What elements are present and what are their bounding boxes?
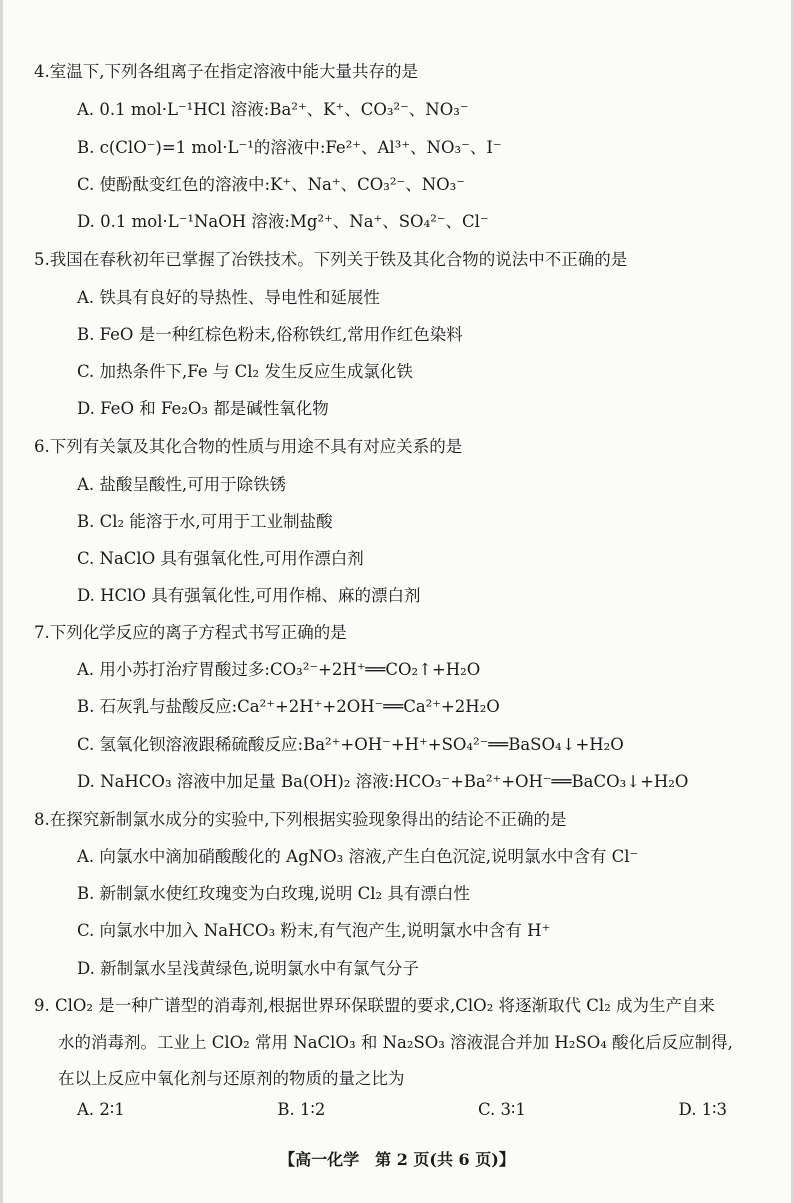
question-9-choices xyxy=(77,1100,727,1120)
scan-edge-left xyxy=(0,0,3,1203)
question-9-choice-a: A. 2∶1 xyxy=(77,1100,125,1119)
question-7-stem: 7.下列化学反应的离子方程式书写正确的是 xyxy=(34,623,347,642)
question-5-option-b: B. FeO 是一种红棕色粉末,俗称铁红,常用作红色染料 xyxy=(77,325,463,344)
question-6-option-b: B. Cl₂ 能溶于水,可用于工业制盐酸 xyxy=(77,512,333,531)
question-6-stem: 6.下列有关氯及其化合物的性质与用途不具有对应关系的是 xyxy=(34,437,463,456)
question-8-option-c: C. 向氯水中加入 NaHCO₃ 粉末,有气泡产生,说明氯水中含有 H⁺ xyxy=(77,921,551,940)
question-7-option-c: C. 氢氧化钡溶液跟稀硫酸反应:Ba²⁺+OH⁻+H⁺+SO₄²⁻══BaSO₄↓+H₂O xyxy=(77,735,624,754)
question-6-option-c: C. NaClO 具有强氧化性,可用作漂白剂 xyxy=(77,549,364,568)
question-5-option-c: C. 加热条件下,Fe 与 Cl₂ 发生反应生成氯化铁 xyxy=(77,362,413,381)
question-9-stem-line-2: 水的消毒剂。工业上 ClO₂ 常用 NaClO₃ 和 Na₂SO₃ 溶液混合并加 H₂SO₄ 酸化后反应制得, xyxy=(58,1033,733,1052)
question-6-option-a: A. 盐酸呈酸性,可用于除铁锈 xyxy=(77,475,287,494)
question-5-stem: 5.我国在春秋初年已掌握了冶铁技术。下列关于铁及其化合物的说法中不正确的是 xyxy=(34,250,628,269)
question-5-option-a: A. 铁具有良好的导热性、导电性和延展性 xyxy=(77,288,380,307)
question-8-option-b: B. 新制氯水使红玫瑰变为白玫瑰,说明 Cl₂ 具有漂白性 xyxy=(77,884,470,903)
question-7-option-a: A. 用小苏打治疗胃酸过多:CO₃²⁻+2H⁺══CO₂↑+H₂O xyxy=(77,660,481,679)
question-7-option-b: B. 石灰乳与盐酸反应:Ca²⁺+2H⁺+2OH⁻══Ca²⁺+2H₂O xyxy=(77,697,500,716)
question-9-choice-d: D. 1∶3 xyxy=(678,1100,727,1119)
question-8-option-a: A. 向氯水中滴加硝酸酸化的 AgNO₃ 溶液,产生白色沉淀,说明氯水中含有 Cl⁻ xyxy=(77,847,639,866)
question-4-stem: 4.室温下,下列各组离子在指定溶液中能大量共存的是 xyxy=(34,62,418,81)
question-9-stem-line-3: 在以上反应中氧化剂与还原剂的物质的量之比为 xyxy=(58,1069,405,1088)
question-4-option-c: C. 使酚酞变红色的溶液中:K⁺、Na⁺、CO₃²⁻、NO₃⁻ xyxy=(77,175,465,194)
question-4-option-a: A. 0.1 mol·L⁻¹HCl 溶液:Ba²⁺、K⁺、CO₃²⁻、NO₃⁻ xyxy=(77,100,469,119)
question-4-option-b: B. c(ClO⁻)=1 mol·L⁻¹的溶液中:Fe²⁺、Al³⁺、NO₃⁻、I⁻ xyxy=(77,138,502,157)
question-4-option-d: D. 0.1 mol·L⁻¹NaOH 溶液:Mg²⁺、Na⁺、SO₄²⁻、Cl⁻ xyxy=(77,212,489,231)
question-5-option-d: D. FeO 和 Fe₂O₃ 都是碱性氧化物 xyxy=(77,399,329,418)
question-8-option-d: D. 新制氯水呈浅黄绿色,说明氯水中有氯气分子 xyxy=(77,959,419,978)
question-9-choice-c: C. 3∶1 xyxy=(478,1100,526,1119)
question-9-stem-line-1: 9. ClO₂ 是一种广谱型的消毒剂,根据世界环保联盟的要求,ClO₂ 将逐渐取代 Cl₂ 成为生产自来 xyxy=(34,996,716,1015)
question-7-option-d: D. NaHCO₃ 溶液中加足量 Ba(OH)₂ 溶液:HCO₃⁻+Ba²⁺+OH⁻══BaCO₃↓+H₂O xyxy=(77,772,689,791)
question-8-stem: 8.在探究新制氯水成分的实验中,下列根据实验现象得出的结论不正确的是 xyxy=(34,810,567,829)
page-footer: 【高一化学 第 2 页(共 6 页)】 xyxy=(279,1150,515,1169)
question-6-option-d: D. HClO 具有强氧化性,可用作棉、麻的漂白剂 xyxy=(77,586,421,605)
question-9-choice-b: B. 1∶2 xyxy=(277,1100,326,1119)
